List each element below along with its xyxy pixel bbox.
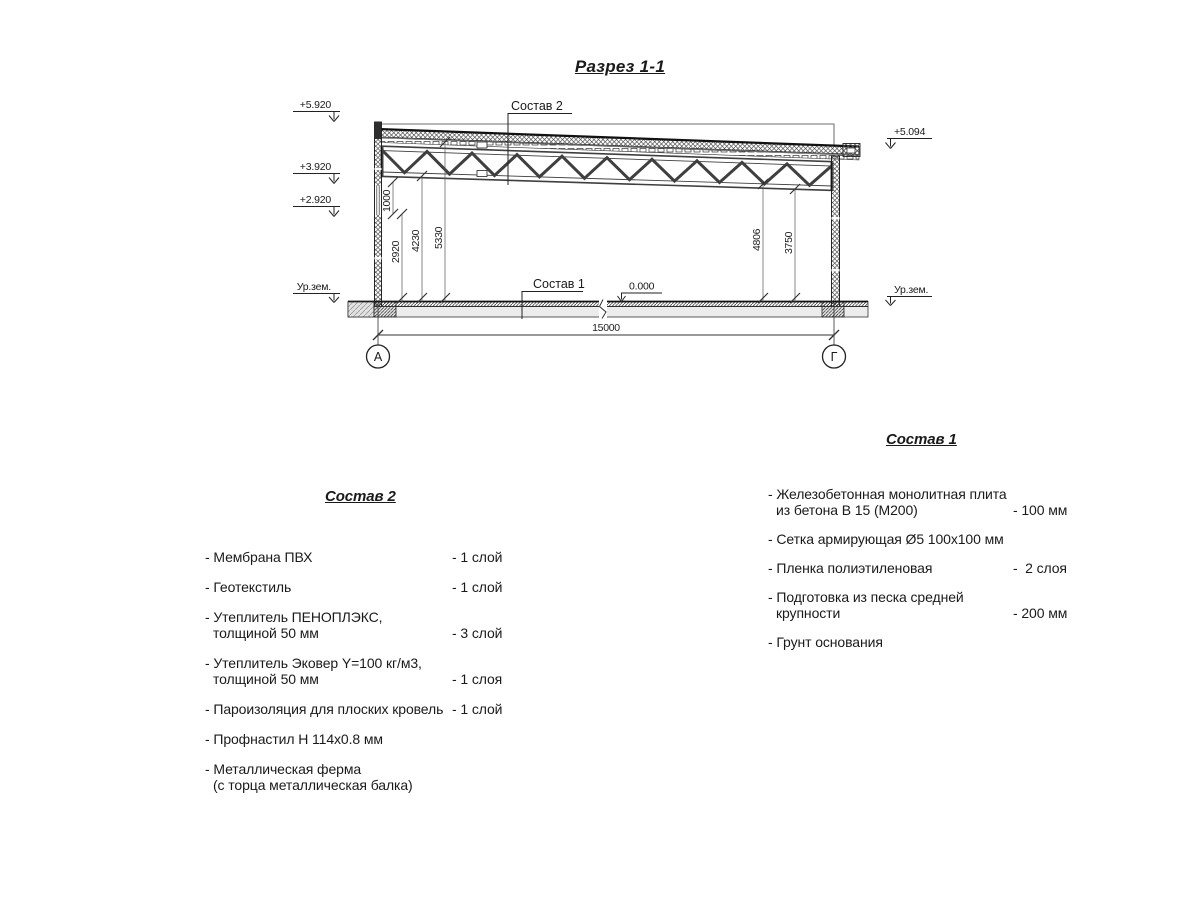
- composition-1-heading: Состав 1: [886, 431, 957, 448]
- elevation-mark-3920: [293, 174, 340, 184]
- ground-label-right: Ур.зем.: [894, 284, 929, 296]
- vertical-dimensions: [388, 137, 800, 303]
- zero-level-mark: [618, 293, 663, 302]
- axis-bubbles: [367, 345, 846, 368]
- roof-assembly: [378, 129, 860, 160]
- list-item: - Железобетонная монолитная плита из бетона В 15 (М200) - 100 мм: [768, 486, 1068, 518]
- axis-label-right: Г: [830, 350, 838, 364]
- ground-mark-left: [293, 294, 340, 303]
- list-item: - Профнастил Н 114х0.8 мм: [205, 731, 383, 747]
- floor-sand-layer: [348, 307, 868, 318]
- list-item: - Пленка полиэтиленовая - 2 слоя: [768, 560, 1067, 576]
- elevation-mark-5094: [886, 139, 933, 149]
- wall-left: [375, 122, 382, 315]
- elevation-label-5094: +5.094: [894, 126, 926, 138]
- list-item: - Грунт основания: [768, 634, 883, 650]
- composition-2-list: [205, 488, 525, 807]
- dim-label-1000: 1000: [381, 189, 393, 212]
- elevation-label-2920: +2.920: [299, 194, 331, 206]
- elevation-mark-5920: [293, 112, 340, 122]
- ground-mark-right: [886, 297, 933, 306]
- truss-gusset-bottom: [477, 171, 487, 177]
- callout-floor-label: Состав 1: [533, 277, 585, 291]
- dimension-lines: [393, 142, 795, 302]
- list-item: - Подготовка из песка средней крупности - 200 мм: [768, 589, 1068, 621]
- elevation-label-5920: +5.920: [299, 99, 331, 111]
- page-title: Разрез 1-1: [574, 57, 666, 76]
- footing-right: [822, 302, 844, 317]
- wall-right: [832, 156, 840, 315]
- dim-label-5330: 5330: [433, 226, 445, 249]
- list-item: - Сетка армирующая Ø5 100х100 мм: [768, 531, 1004, 547]
- composition-2-heading: Состав 2: [325, 488, 396, 505]
- list-item: - Геотекстиль - 1 слой: [205, 579, 503, 595]
- list-item: - Металлическая ферма (с торца металлическая балка): [205, 761, 413, 793]
- elevation-marks-left: [293, 112, 340, 303]
- elevation-label-3920: +3.920: [299, 161, 331, 173]
- span-dimension-label: 15000: [592, 322, 620, 334]
- list-item: - Мембрана ПВХ - 1 слой: [205, 549, 503, 565]
- list-item: - Утеплитель Эковер Y=100 кг/м3, толщиной 50 мм - 1 слоя: [205, 655, 503, 687]
- floor-edge-block-left: [348, 302, 374, 317]
- dim-label-4230: 4230: [410, 229, 422, 252]
- dim-label-4806: 4806: [751, 228, 763, 251]
- elevation-mark-2920: [293, 207, 340, 217]
- zero-level-label: 0.000: [629, 280, 655, 293]
- truss-gusset-top: [477, 142, 487, 148]
- dim-label-2920: 2920: [390, 240, 402, 263]
- composition-1-list: [768, 431, 1088, 663]
- footing-left: [374, 302, 396, 317]
- callout-roof-label: Состав 2: [511, 99, 563, 113]
- list-item: - Утеплитель ПЕНОПЛЭКС, толщиной 50 мм - 3 слой: [205, 609, 503, 641]
- list-item: - Пароизоляция для плоских кровель - 1 слой: [205, 701, 503, 717]
- axis-label-left: А: [373, 350, 383, 364]
- dimension-ticks: [388, 137, 800, 303]
- ground-label-left: Ур.зем.: [296, 281, 331, 293]
- dim-label-3750: 3750: [783, 231, 795, 254]
- elevation-marks-right: [886, 139, 933, 306]
- roof-end-cap-inner: [847, 148, 855, 153]
